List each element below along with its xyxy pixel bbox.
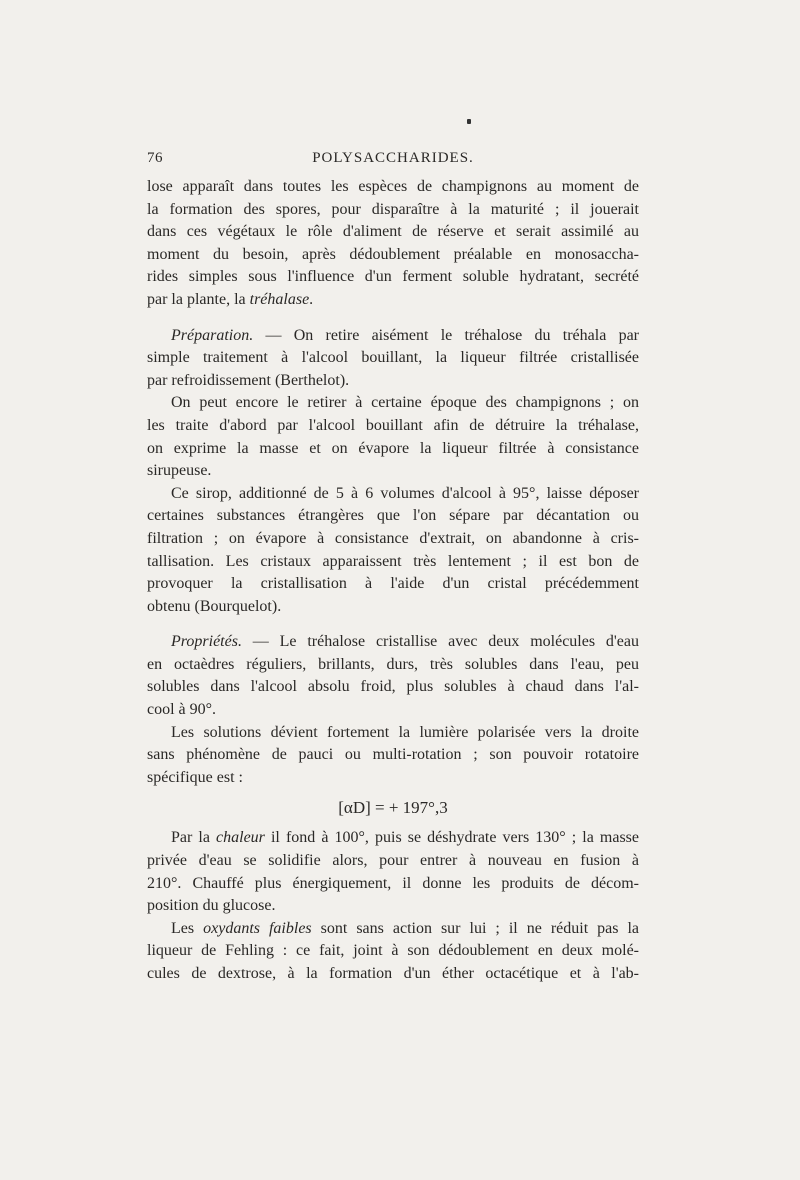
- text-line: Par la chaleur il fond à 100°, puis se déshydrate vers 130° ; la masse: [171, 829, 639, 847]
- paragraph: [147, 631, 639, 721]
- text-line: par refroidissement (Berthelot).: [147, 371, 350, 389]
- text-line: cules de dextrose, à la formation d'un éther octacétique et à l'ab-: [147, 965, 639, 982]
- paragraph: [147, 827, 639, 917]
- paragraph: [147, 722, 639, 790]
- section-title: Préparation.: [171, 326, 254, 344]
- rotation-formula: [αD] = + 197°,3: [338, 798, 448, 818]
- text-line: sirupeuse.: [147, 462, 212, 480]
- paragraph: [147, 392, 639, 482]
- paragraph: [147, 176, 639, 312]
- italic-term: tréhalase: [249, 290, 310, 308]
- text-line: On peut encore le retirer à certaine époque des champignons ; on: [171, 394, 639, 412]
- text-line: Les oxydants faibles sont sans action sur lui ; il ne réduit pas la: [171, 919, 639, 937]
- text-line: sans phénomène de pauci ou multi-rotation ; son pouvoir rotatoire: [147, 746, 639, 764]
- paragraph: [147, 918, 639, 986]
- text-line: simple traitement à l'alcool bouillant, la liqueur filtrée cristallisée: [147, 349, 639, 367]
- text-line: obtenu (Bourquelot).: [147, 597, 282, 615]
- text-line: dans ces végétaux le rôle d'aliment de réserve et serait assimilé au: [147, 223, 639, 241]
- text-line: Ce sirop, additionné de 5 à 6 volumes d'alcool à 95°, laisse déposer: [171, 484, 639, 502]
- text-line: par la plante, la tréhalase.: [147, 290, 314, 308]
- text-line: tallisation. Les cristaux apparaissent très lentement ; il est bon de: [147, 552, 639, 570]
- section-title: Propriétés.: [171, 633, 242, 651]
- text-line: 210°. Chauffé plus énergiquement, il donne les produits de décom-: [147, 874, 639, 892]
- page-header: [147, 150, 639, 172]
- text-line: Propriétés. — Le tréhalose cristallise avec deux molécules d'eau: [171, 633, 639, 651]
- page-number: 76: [147, 150, 163, 166]
- text-line: cool à 90°.: [147, 701, 217, 719]
- text-line: privée d'eau se solidifie alors, pour entrer à nouveau en fusion à: [147, 852, 639, 870]
- text-line: en octaèdres réguliers, brillants, durs, très solubles dans l'eau, peu: [147, 655, 639, 673]
- text-line: on exprime la masse et on évapore la liqueur filtrée à consistance: [147, 439, 639, 457]
- text-line: filtration ; on évapore à consistance d'extrait, on abandonne à cris-: [147, 529, 639, 547]
- text-line: position du glucose.: [147, 897, 276, 915]
- text-line: lose apparaît dans toutes les espèces de champignons au moment de: [147, 178, 639, 195]
- paragraph: [147, 325, 639, 393]
- italic-term: chaleur: [216, 829, 265, 847]
- text-line: moment du besoin, après dédoublement préalable en monosaccha-: [147, 245, 639, 263]
- paragraph: [147, 483, 639, 619]
- ink-speck: [467, 119, 471, 124]
- italic-term: oxydants faibles: [203, 919, 312, 937]
- text-line: spécifique est :: [147, 768, 243, 786]
- text-line: provoquer la cristallisation à l'aide d'un cristal précédemment: [147, 575, 639, 593]
- text-line: solubles dans l'alcool absolu froid, plus solubles à chaud dans l'al-: [147, 678, 639, 696]
- running-head: POLYSACCHARIDES.: [312, 150, 474, 166]
- text-line: la formation des spores, pour disparaître à la maturité ; il jouerait: [147, 200, 639, 218]
- text-line: rides simples sous l'influence d'un ferment soluble hydratant, secrété: [147, 268, 639, 286]
- text-line: certaines substances étrangères que l'on sépare par décantation ou: [147, 507, 639, 525]
- text-line: liqueur de Fehling : ce fait, joint à son dédoublement en deux molé-: [147, 942, 639, 960]
- body-text: [147, 176, 639, 986]
- text-line: Préparation. — On retire aisément le tréhalose du tréhala par: [171, 326, 639, 344]
- text-line: les traite d'abord par l'alcool bouillant afin de détruire la tréhalase,: [147, 416, 639, 434]
- text-line: Les solutions dévient fortement la lumière polarisée vers la droite: [171, 723, 639, 741]
